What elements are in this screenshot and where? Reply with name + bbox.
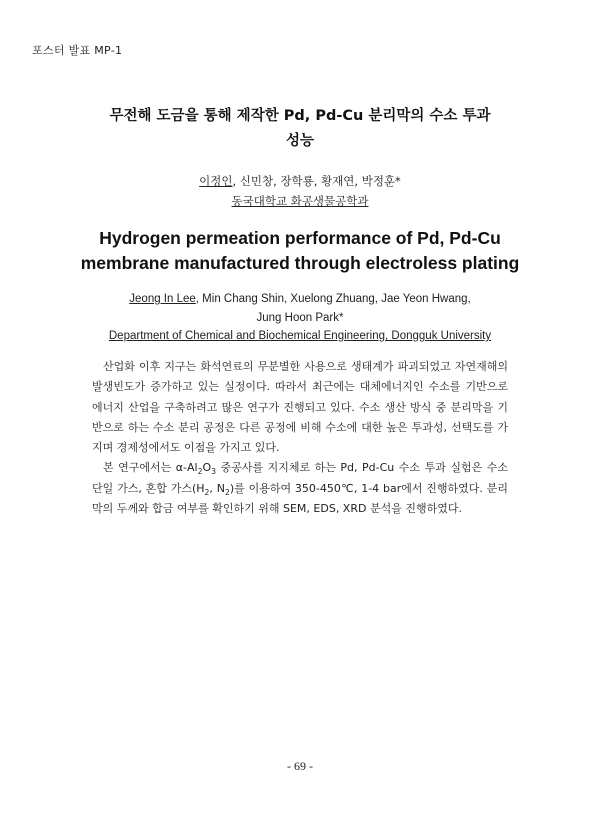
abstract-p2-text: , N: [209, 481, 225, 495]
korean-author-list: [60, 171, 540, 191]
subscript: 2: [204, 487, 210, 497]
abstract-paragraph-1: 산업화 이후 지구는 화석연료의 무분별한 사용으로 생태계가 파괴되었고 자연재해의 발생빈도가 증가하고 있는 실정이다. 따라서 최근에는 대체에너지인 수소를 기반으로 에너지 산업을 구축하려고 많은 연구가 진행되고 있다. 수소 생산 방식 중 분리막을 기반으로 하는 수소 분리 공정은 다른 공정에 비해 수소에 대한 높은 투과성, 선택도를 가지며 경제성에서도 이점을 가지고 있다.: [92, 360, 508, 455]
abstract-p2-text: 본 연구에서는 α-Al: [103, 461, 198, 475]
english-title: [60, 226, 540, 276]
presenting-author-ko: 이정인: [199, 174, 233, 188]
session-label: 포스터 발표 MP-1: [32, 44, 123, 57]
english-author-block: [60, 290, 540, 346]
abstract-body: [92, 357, 508, 519]
english-title-line-1: Hydrogen permeation performance of Pd, Pd-Cu: [99, 228, 501, 248]
english-title-line-2: membrane manufactured through electroless plating: [80, 253, 520, 273]
abstract-p2-text: O: [202, 461, 212, 475]
abstract-p2-text: 중공사를 지지체로 하는 Pd, Pd-Cu 수소 투과 실험은 수소 단일 가스, 혼합 가스(H: [92, 461, 508, 495]
abstract-p2-text: )를 이용하여 350-450℃, 1-4 bar에서 진행하였다. 분리막의 두께와 합금 여부를 확인하기 위해 SEM, EDS, XRD 분석을 진행하였다.: [92, 481, 508, 516]
english-author-list-line-1: [60, 290, 540, 309]
subscript: 2: [224, 487, 230, 497]
affiliation-en: Department of Chemical and Biochemical Engineering, Dongguk University: [108, 330, 492, 342]
korean-title-line-2: 성능: [285, 133, 314, 149]
abstract-paragraph-2: [92, 458, 508, 519]
english-affiliation: [60, 327, 540, 346]
affiliation-ko: 동국대학교 화공생물공학과: [231, 194, 369, 208]
co-authors-en-line-1: , Min Chang Shin, Xuelong Zhuang, Jae Yeon Hwang,: [195, 293, 471, 305]
co-authors-ko: , 신민창, 장학룡, 황재연, 박정훈*: [232, 174, 401, 188]
subscript: 3: [211, 467, 217, 477]
subscript: 2: [197, 467, 203, 477]
korean-author-block: [60, 171, 540, 211]
korean-title-line-1: 무전해 도금을 통해 제작한 Pd, Pd-Cu 분리막의 수소 투과: [109, 108, 491, 124]
korean-title: [60, 104, 540, 154]
presenting-author-en: Jeong In Lee: [129, 293, 196, 305]
page-number: - 69 -: [287, 759, 313, 773]
english-author-list-line-2: Jung Hoon Park*: [256, 311, 344, 324]
korean-affiliation: [60, 191, 540, 211]
